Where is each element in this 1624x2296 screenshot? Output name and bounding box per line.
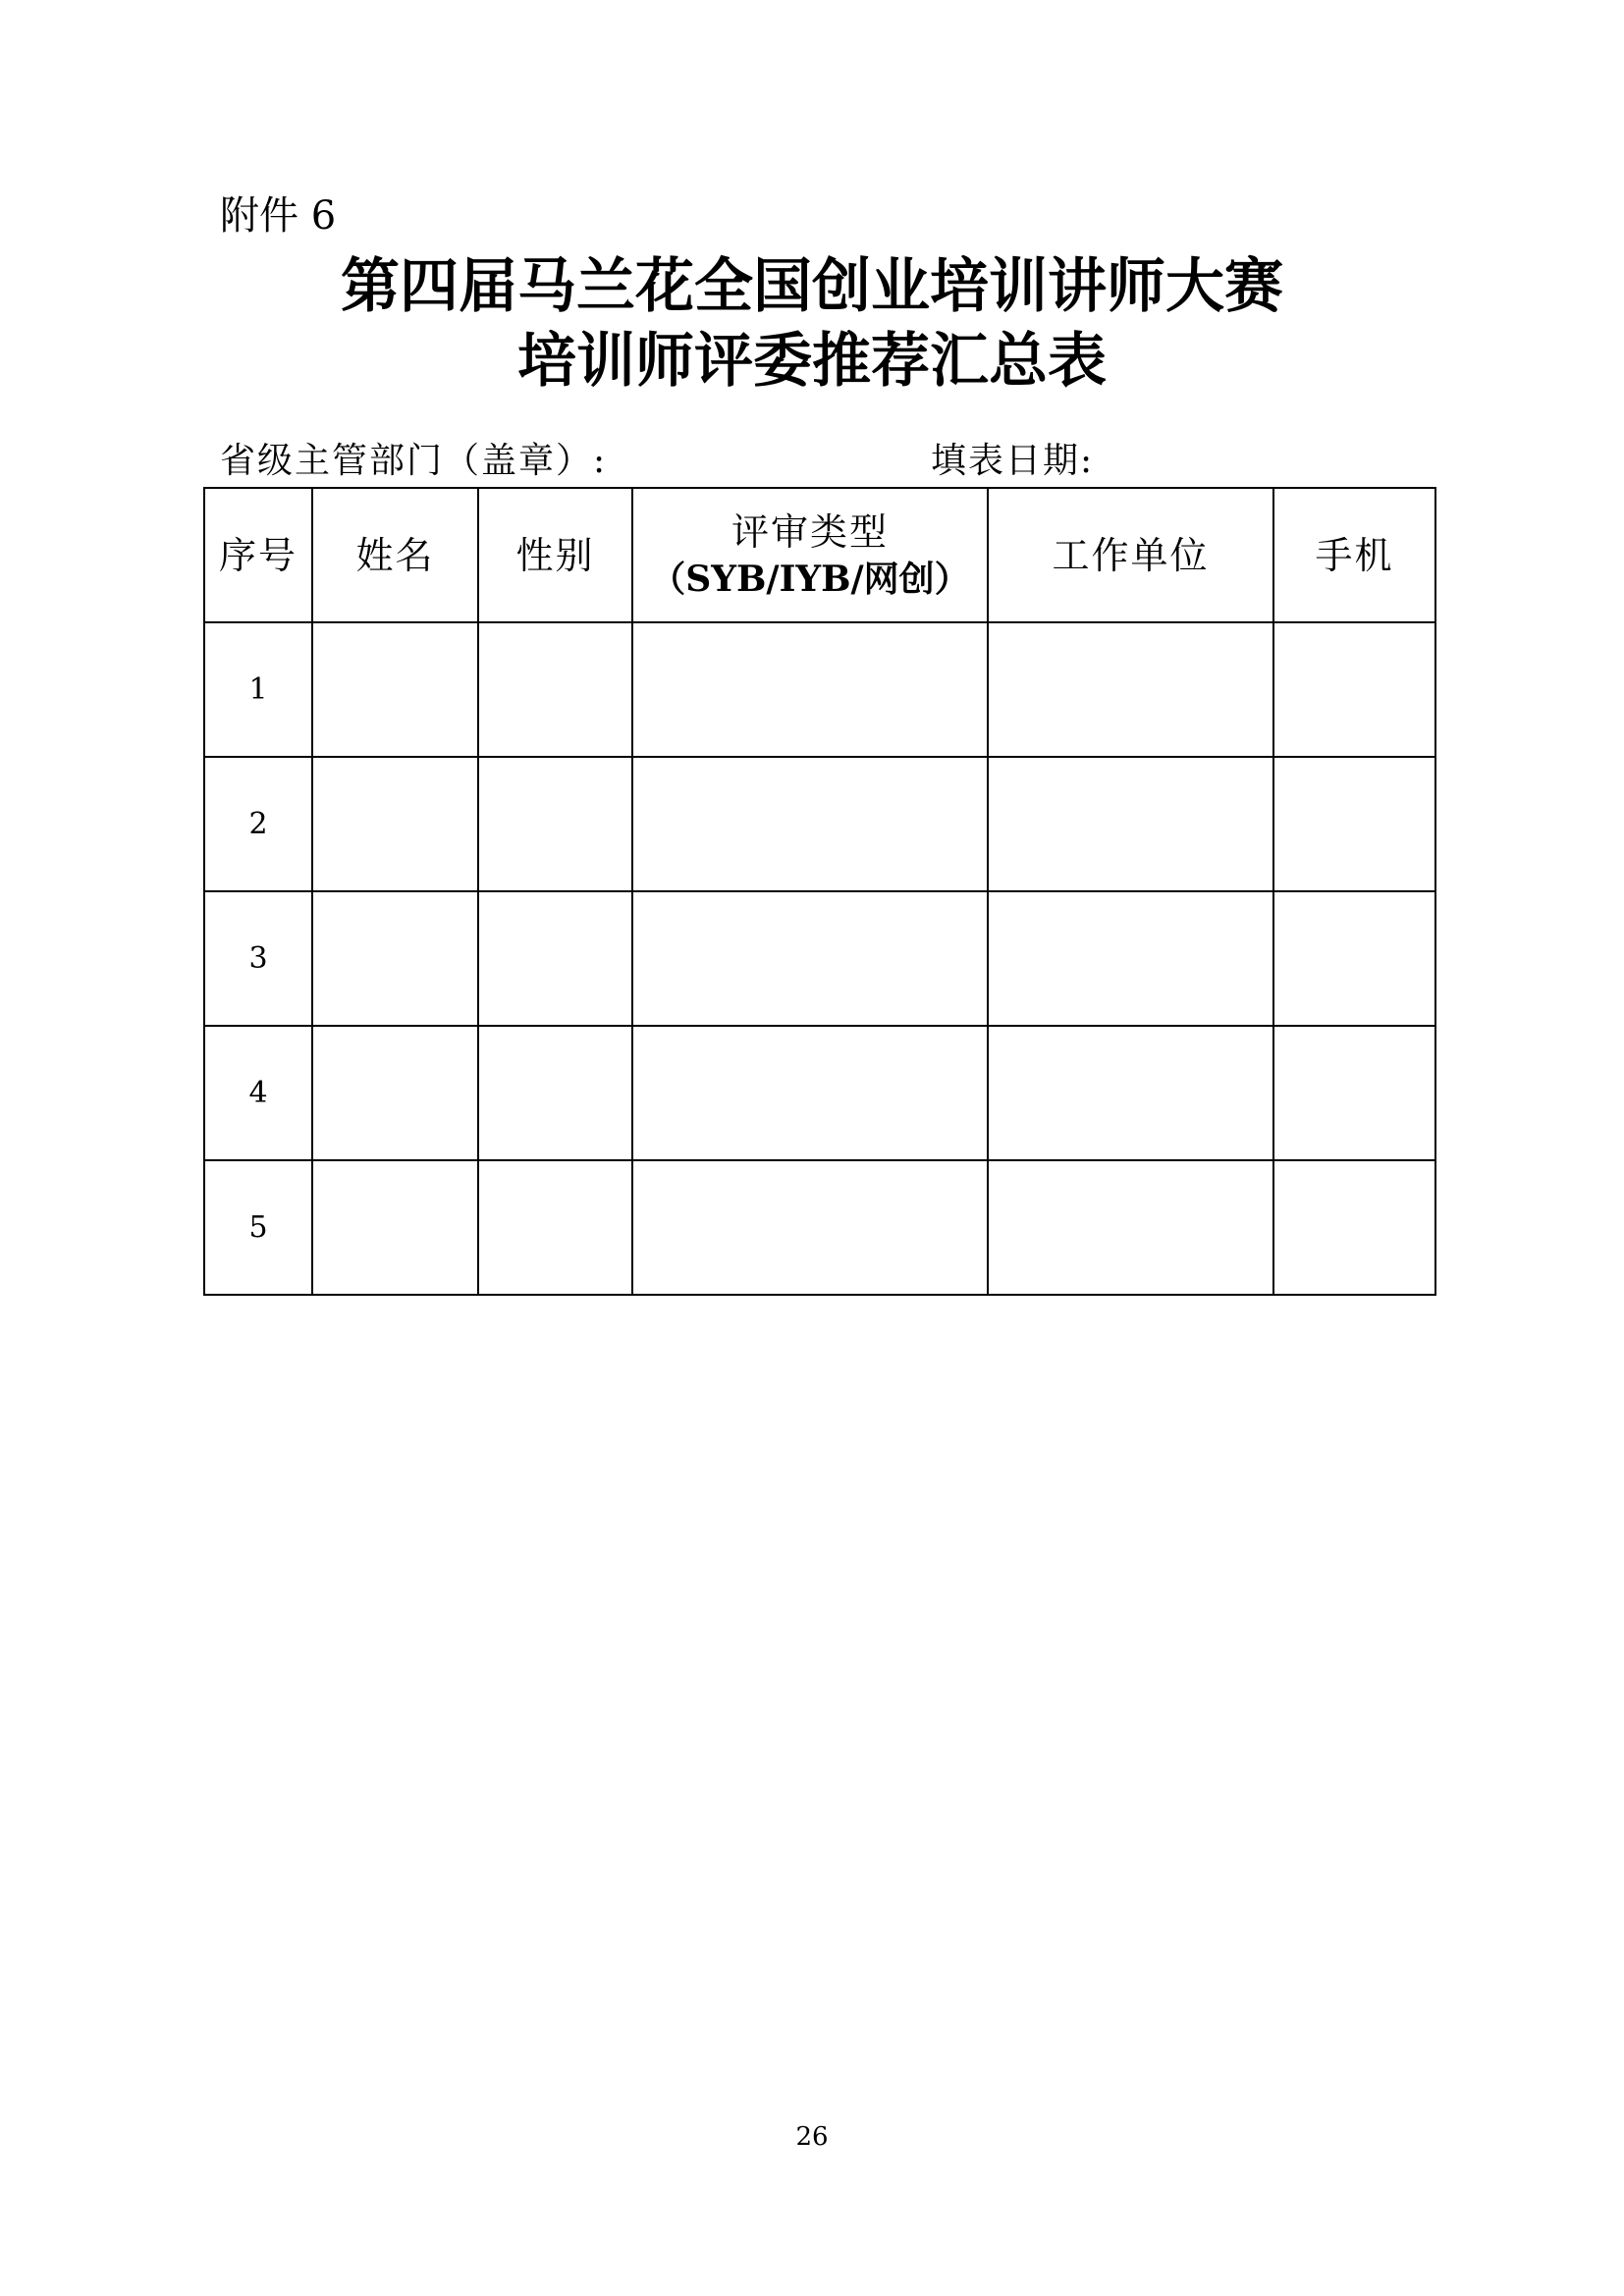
page-number: 26 bbox=[795, 2122, 829, 2152]
employer-cell[interactable] bbox=[988, 891, 1273, 1026]
gender-cell[interactable] bbox=[478, 757, 632, 891]
phone-cell[interactable] bbox=[1273, 757, 1435, 891]
name-cell[interactable] bbox=[312, 622, 478, 757]
name-cell[interactable] bbox=[312, 1160, 478, 1295]
table-row bbox=[204, 1026, 1435, 1160]
phone-cell[interactable] bbox=[1273, 891, 1435, 1026]
header-employer: 工作单位 bbox=[988, 488, 1273, 622]
employer-cell[interactable] bbox=[988, 757, 1273, 891]
gender-cell[interactable] bbox=[478, 1160, 632, 1295]
review-type-cell[interactable] bbox=[632, 891, 988, 1026]
table-row bbox=[204, 622, 1435, 757]
header-review-type-label: 评审类型 bbox=[731, 509, 889, 554]
phone-cell[interactable] bbox=[1273, 1026, 1435, 1160]
fill-date-label: 填表日期: bbox=[931, 441, 1095, 481]
name-cell[interactable] bbox=[312, 757, 478, 891]
review-type-cell[interactable] bbox=[632, 1026, 988, 1160]
review-type-cell[interactable] bbox=[632, 1160, 988, 1295]
header-name: 姓名 bbox=[312, 488, 478, 622]
phone-cell[interactable] bbox=[1273, 1160, 1435, 1295]
employer-cell[interactable] bbox=[988, 622, 1273, 757]
phone-cell[interactable] bbox=[1273, 622, 1435, 757]
table-header-row bbox=[204, 488, 1435, 622]
serial-number-cell: 3 bbox=[204, 891, 312, 1026]
name-cell[interactable] bbox=[312, 1026, 478, 1160]
employer-cell[interactable] bbox=[988, 1026, 1273, 1160]
review-type-cell[interactable] bbox=[632, 622, 988, 757]
serial-number-cell: 5 bbox=[204, 1160, 312, 1295]
gender-cell[interactable] bbox=[478, 622, 632, 757]
table-row bbox=[204, 891, 1435, 1026]
header-gender: 性别 bbox=[478, 488, 632, 622]
attachment-label: 附件 6 bbox=[220, 193, 337, 239]
table-row bbox=[204, 757, 1435, 891]
serial-number-cell: 2 bbox=[204, 757, 312, 891]
gender-cell[interactable] bbox=[478, 1026, 632, 1160]
document-subtitle: 培训师评委推荐汇总表 bbox=[517, 327, 1107, 396]
employer-cell[interactable] bbox=[988, 1160, 1273, 1295]
review-type-cell[interactable] bbox=[632, 757, 988, 891]
serial-number-cell: 1 bbox=[204, 622, 312, 757]
gender-cell[interactable] bbox=[478, 891, 632, 1026]
name-cell[interactable] bbox=[312, 891, 478, 1026]
header-review-type-options: （SYB/IYB/网创） bbox=[650, 558, 970, 600]
table-row bbox=[204, 1160, 1435, 1295]
header-review-type bbox=[632, 488, 988, 622]
serial-number-cell: 4 bbox=[204, 1026, 312, 1160]
document-title: 第四届马兰花全国创业培训讲师大赛 bbox=[341, 252, 1283, 321]
recommendation-table bbox=[203, 487, 1436, 1296]
header-serial-number: 序号 bbox=[204, 488, 312, 622]
department-label: 省级主管部门（盖章）: bbox=[220, 441, 608, 481]
header-phone: 手机 bbox=[1273, 488, 1435, 622]
